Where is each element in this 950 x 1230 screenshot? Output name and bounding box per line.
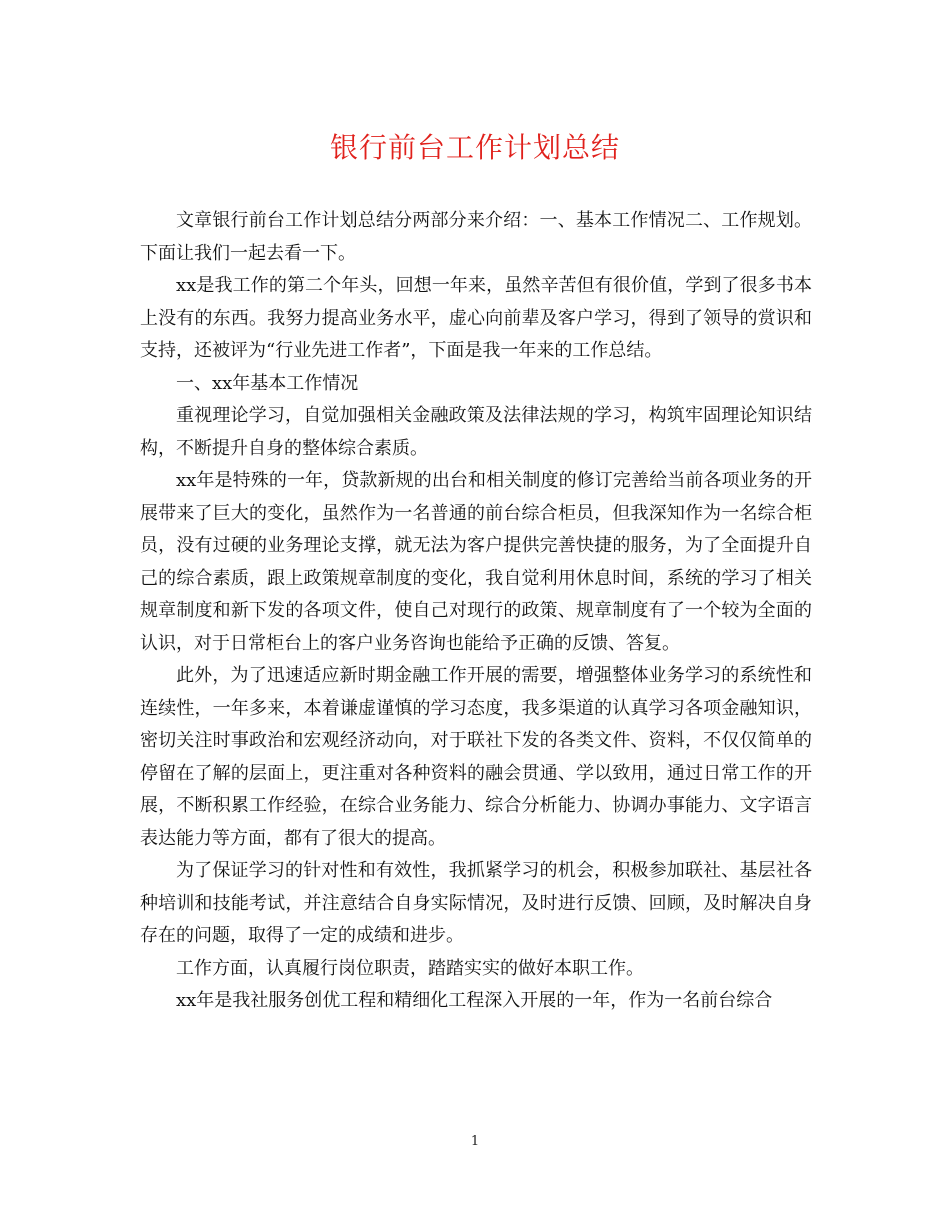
paragraph-work-duties: 工作方面，认真履行岗位职责，踏踏实实的做好本职工作。 <box>176 957 644 979</box>
paragraph-theory-study: 重视理论学习，自觉加强相关金融政策及法律法规的学习，构筑牢固理论知识结构，不断提升自身的整体综合素质。 <box>140 405 812 459</box>
paragraph-special-year: xx年是特殊的一年，贷款新规的出台和相关制度的修订完善给当前各项业务的开展带来了巨大的变化，虽然作为一名普通的前台综合柜员，但我深知作为一名综合柜员，没有过硬的业务理论支撑，就无法为客户提供完善快捷的服务，为了全面提升自己的综合素质，跟上政策规章制度的变化，我自觉利用休息时间，系统的学习了相关规章制度和新下发的各项文件，使自己对现行的政策、规章制度有了一个较为全面的认识，对于日常柜台上的客户业务咨询也能给予正确的反馈、答复。 <box>140 470 812 654</box>
document-body <box>140 205 812 1018</box>
paragraph-service-project: xx年是我社服务创优工程和精细化工程深入开展的一年，作为一名前台综合 <box>176 990 773 1011</box>
page-title: 银行前台工作计划总结 <box>329 131 620 164</box>
paragraph-overview: xx是我工作的第二个年头，回想一年来，虽然辛苦但有很价值，学到了很多书本上没有的东西。我努力提高业务水平，虚心向前辈及客户学习，得到了领导的赏识和支持，还被评为“行业先进工作者”，下面是我一年来的工作总结。 <box>140 275 812 361</box>
paragraph-training: 为了保证学习的针对性和有效性，我抓紧学习的机会，积极参加联社、基层社各种培训和技能考试，并注意结合自身实际情况，及时进行反馈、回顾，及时解决自身存在的问题，取得了一定的成绩和进步。 <box>140 860 812 946</box>
paragraph-intro: 文章银行前台工作计划总结分两部分来介绍：一、基本工作情况二、工作规划。下面让我们一起去看一下。 <box>140 210 812 264</box>
page-number: 1 <box>470 1134 480 1149</box>
section-heading-basic-work: 一、xx年基本工作情况 <box>176 372 359 394</box>
paragraph-continuous-learning: 此外，为了迅速适应新时期金融工作开展的需要，增强整体业务学习的系统性和连续性，一年多来，本着谦虚谨慎的学习态度，我多渠道的认真学习各项金融知识，密切关注时事政治和宏观经济动向，对于联社下发的各类文件、资料，不仅仅简单的停留在了解的层面上，更注重对各种资料的融会贯通、学以致用，通过日常工作的开展，不断积累工作经验，在综合业务能力、综合分析能力、协调办事能力、文字语言表达能力等方面，都有了很大的提高。 <box>140 665 812 849</box>
